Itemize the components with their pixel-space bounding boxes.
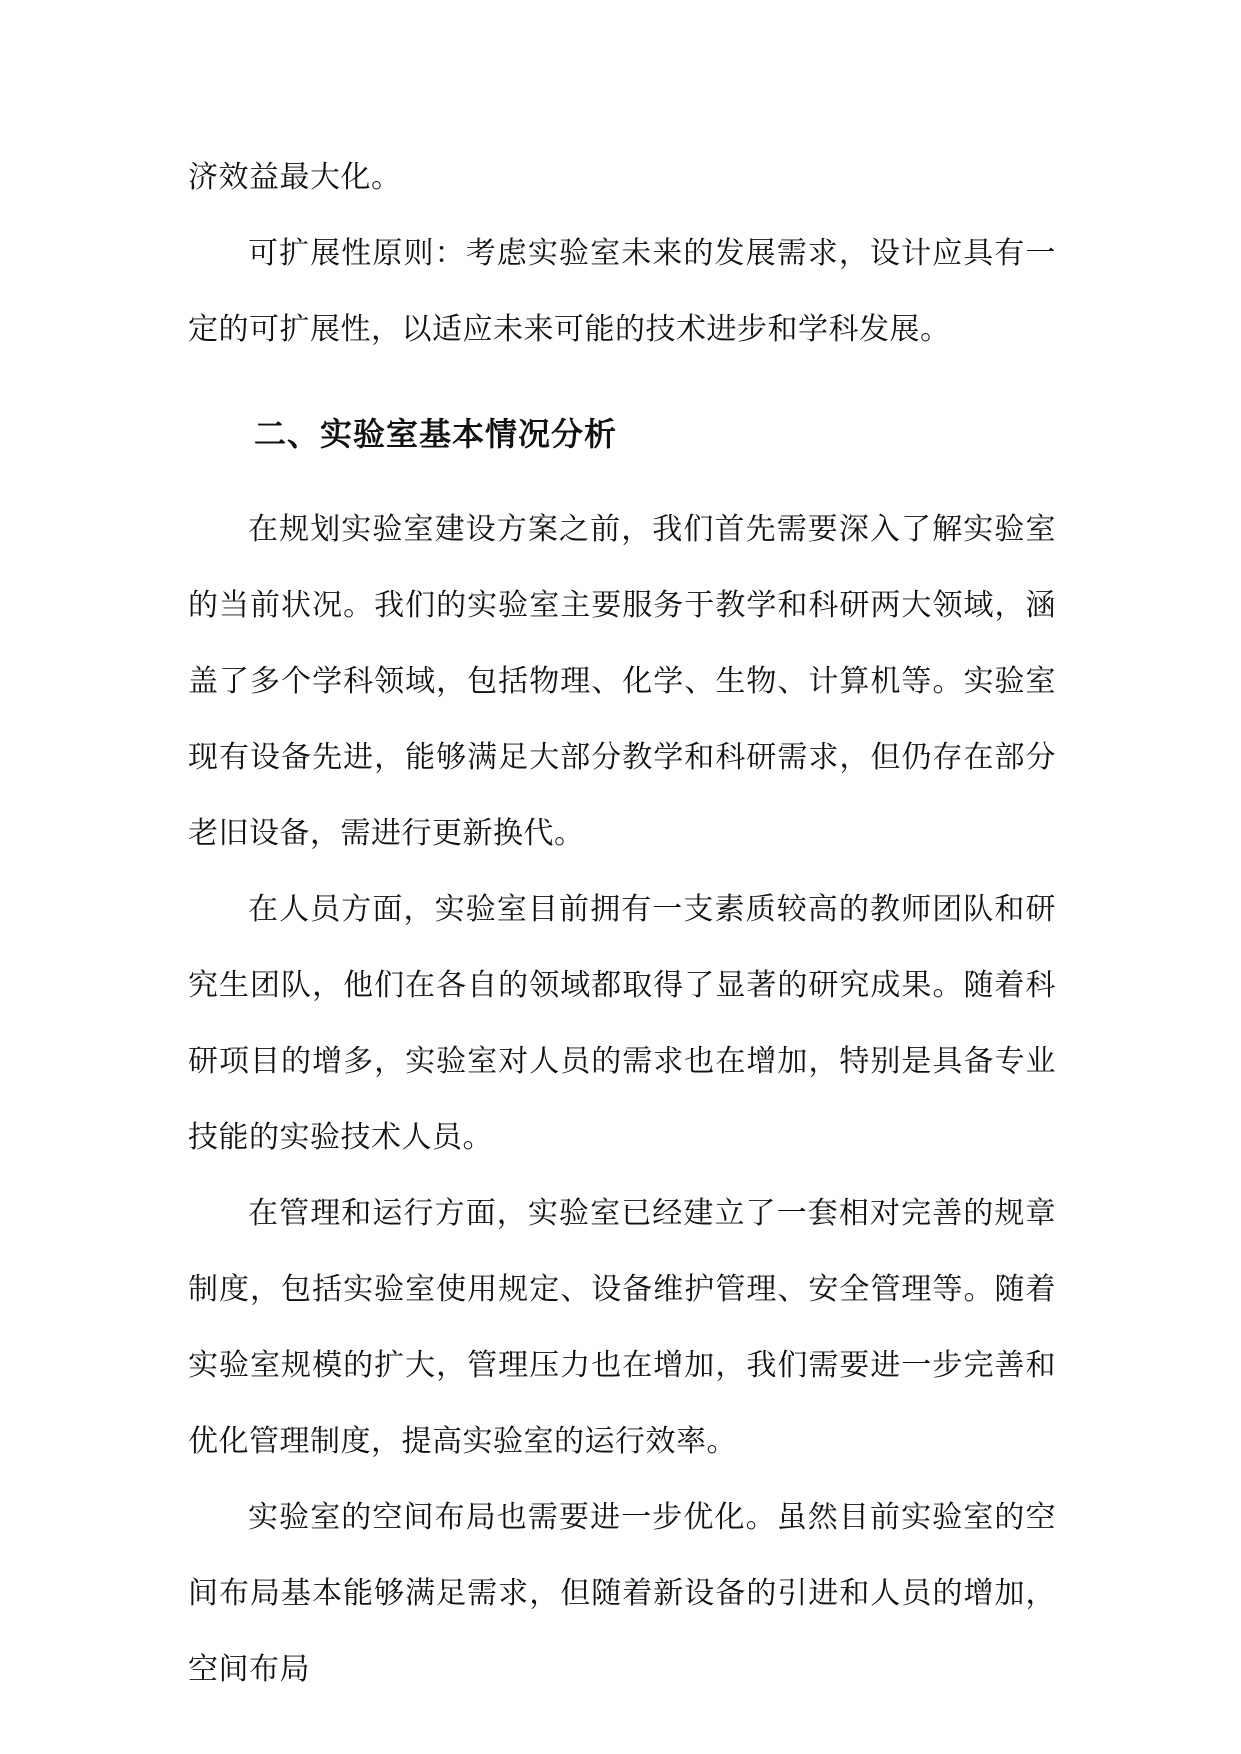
paragraph-current-status: 在规划实验室建设方案之前，我们首先需要深入了解实验室的当前状况。我们的实验室主要服务于教学和科研两大领域，涵盖了多个学科领域，包括物理、化学、生物、计算机等。实验室现有设备先进，能够满足大部分教学和科研需求，但仍存在部分老旧设备，需进行更新换代。: [188, 512, 1056, 851]
paragraph-space-layout: 实验室的空间布局也需要进一步优化。虽然目前实验室的空间布局基本能够满足需求，但随着新设备的引进和人员的增加，空间布局: [188, 1500, 1056, 1687]
paragraph-personnel: 在人员方面，实验室目前拥有一支素质较高的教师团队和研究生团队，他们在各自的领域都取得了显著的研究成果。随着科研项目的增多，实验室对人员的需求也在增加，特别是具备专业技能的实验技术人员。: [188, 892, 1056, 1155]
document-body: [188, 140, 1056, 1708]
paragraph-management: 在管理和运行方面，实验室已经建立了一套相对完善的规章制度，包括实验室使用规定、设备维护管理、安全管理等。随着实验室规模的扩大，管理压力也在增加，我们需要进一步完善和优化管理制度，提高实验室的运行效率。: [188, 1196, 1056, 1459]
section-heading: 二、实验室基本情况分析: [254, 415, 618, 453]
paragraph-continuation: 济效益最大化。: [188, 160, 402, 195]
paragraph-scalability-principle: 可扩展性原则：考虑实验室未来的发展需求，设计应具有一定的可扩展性，以适应未来可能的技术进步和学科发展。: [188, 236, 1056, 347]
